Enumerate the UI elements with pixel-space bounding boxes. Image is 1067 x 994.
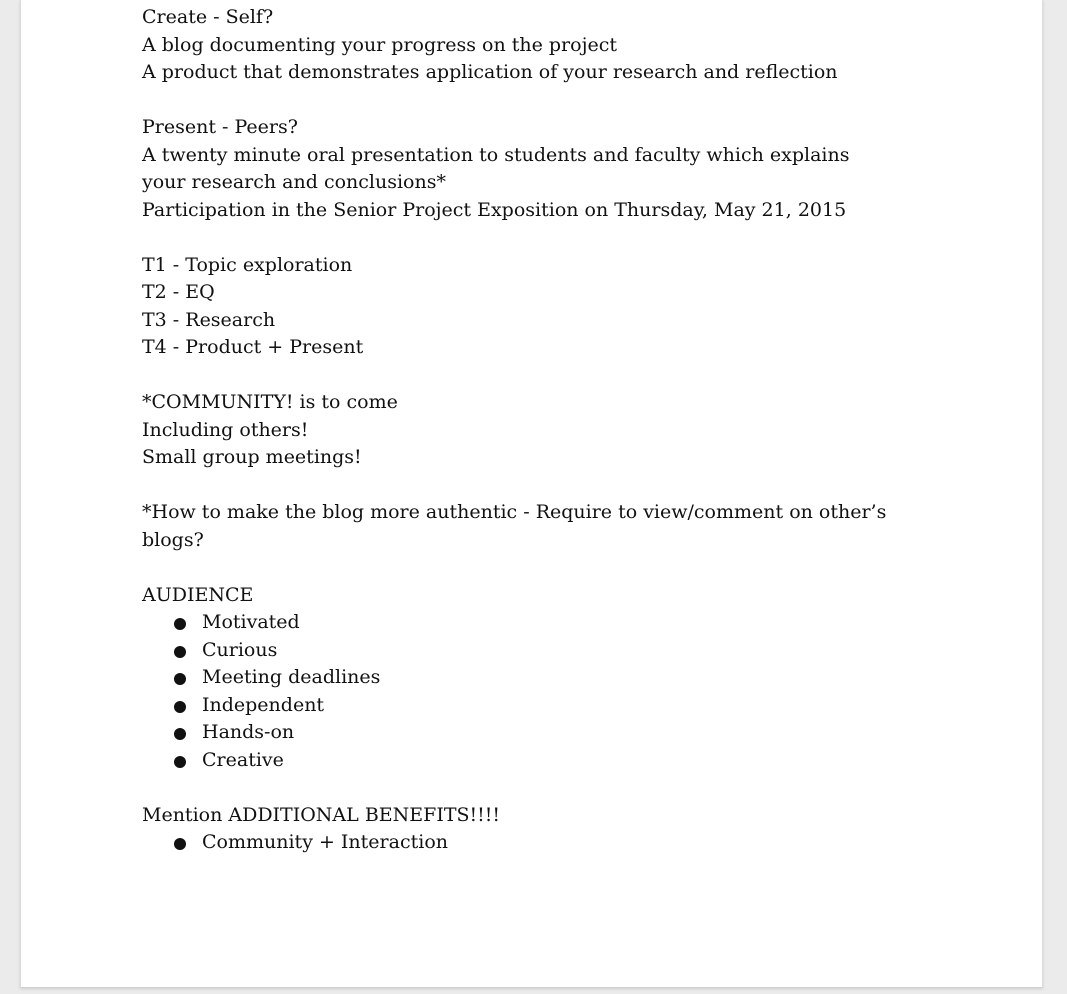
- document-page: [20, 0, 1043, 988]
- present-line: A twenty minute oral presentation to students and faculty which explains: [142, 143, 850, 166]
- blank-line: [142, 224, 942, 252]
- timeline-item: T4 - Product + Present: [142, 336, 364, 358]
- audience-heading: AUDIENCE: [142, 583, 254, 606]
- list-item-label: Creative: [202, 748, 284, 771]
- list-item: [142, 609, 942, 637]
- list-item-label: Community + Interaction: [202, 831, 448, 853]
- bullet-icon: [174, 838, 186, 850]
- document-body: [142, 4, 942, 857]
- blank-line: [142, 87, 942, 115]
- audience-list: [142, 609, 942, 774]
- bullet-icon: [174, 618, 186, 630]
- benefits-list: [142, 829, 942, 857]
- list-item-label: Meeting deadlines: [202, 666, 381, 688]
- bullet-icon: [174, 756, 186, 768]
- timeline-item: T2 - EQ: [142, 281, 215, 303]
- blog-note-line: *How to make the blog more authentic - Require to view/comment on other’s: [142, 501, 887, 523]
- community-line: *COMMUNITY! is to come: [142, 391, 398, 413]
- blank-line: [142, 362, 942, 390]
- list-item-label: Motivated: [202, 611, 300, 633]
- list-item: [142, 747, 942, 775]
- bullet-icon: [174, 728, 186, 740]
- community-line: Small group meetings!: [142, 446, 362, 468]
- bullet-icon: [174, 673, 186, 685]
- list-item-label: Curious: [202, 638, 278, 661]
- list-item-label: Independent: [202, 693, 325, 716]
- list-item: [142, 829, 942, 857]
- list-item: [142, 692, 942, 720]
- benefits-heading: Mention ADDITIONAL BENEFITS!!!!: [142, 803, 501, 826]
- bullet-icon: [174, 646, 186, 658]
- timeline-item: T1 - Topic exploration: [142, 253, 353, 276]
- present-heading: Present - Peers?: [142, 116, 298, 138]
- list-item: [142, 664, 942, 692]
- present-line: your research and conclusions*: [142, 171, 446, 193]
- timeline-item: T3 - Research: [142, 308, 276, 331]
- create-line: A product that demonstrates application of your research and reflection: [142, 61, 838, 83]
- create-heading: Create - Self?: [142, 6, 274, 28]
- blank-line: [142, 554, 942, 582]
- blank-line: [142, 774, 942, 802]
- present-line: Participation in the Senior Project Exposition on Thursday, May 21, 2015: [142, 198, 847, 221]
- list-item: [142, 719, 942, 747]
- community-line: Including others!: [142, 418, 309, 441]
- create-line: A blog documenting your progress on the project: [142, 33, 617, 56]
- blank-line: [142, 472, 942, 500]
- blog-note-line: blogs?: [142, 528, 204, 551]
- bullet-icon: [174, 701, 186, 713]
- list-item: [142, 637, 942, 665]
- list-item-label: Hands-on: [202, 721, 295, 743]
